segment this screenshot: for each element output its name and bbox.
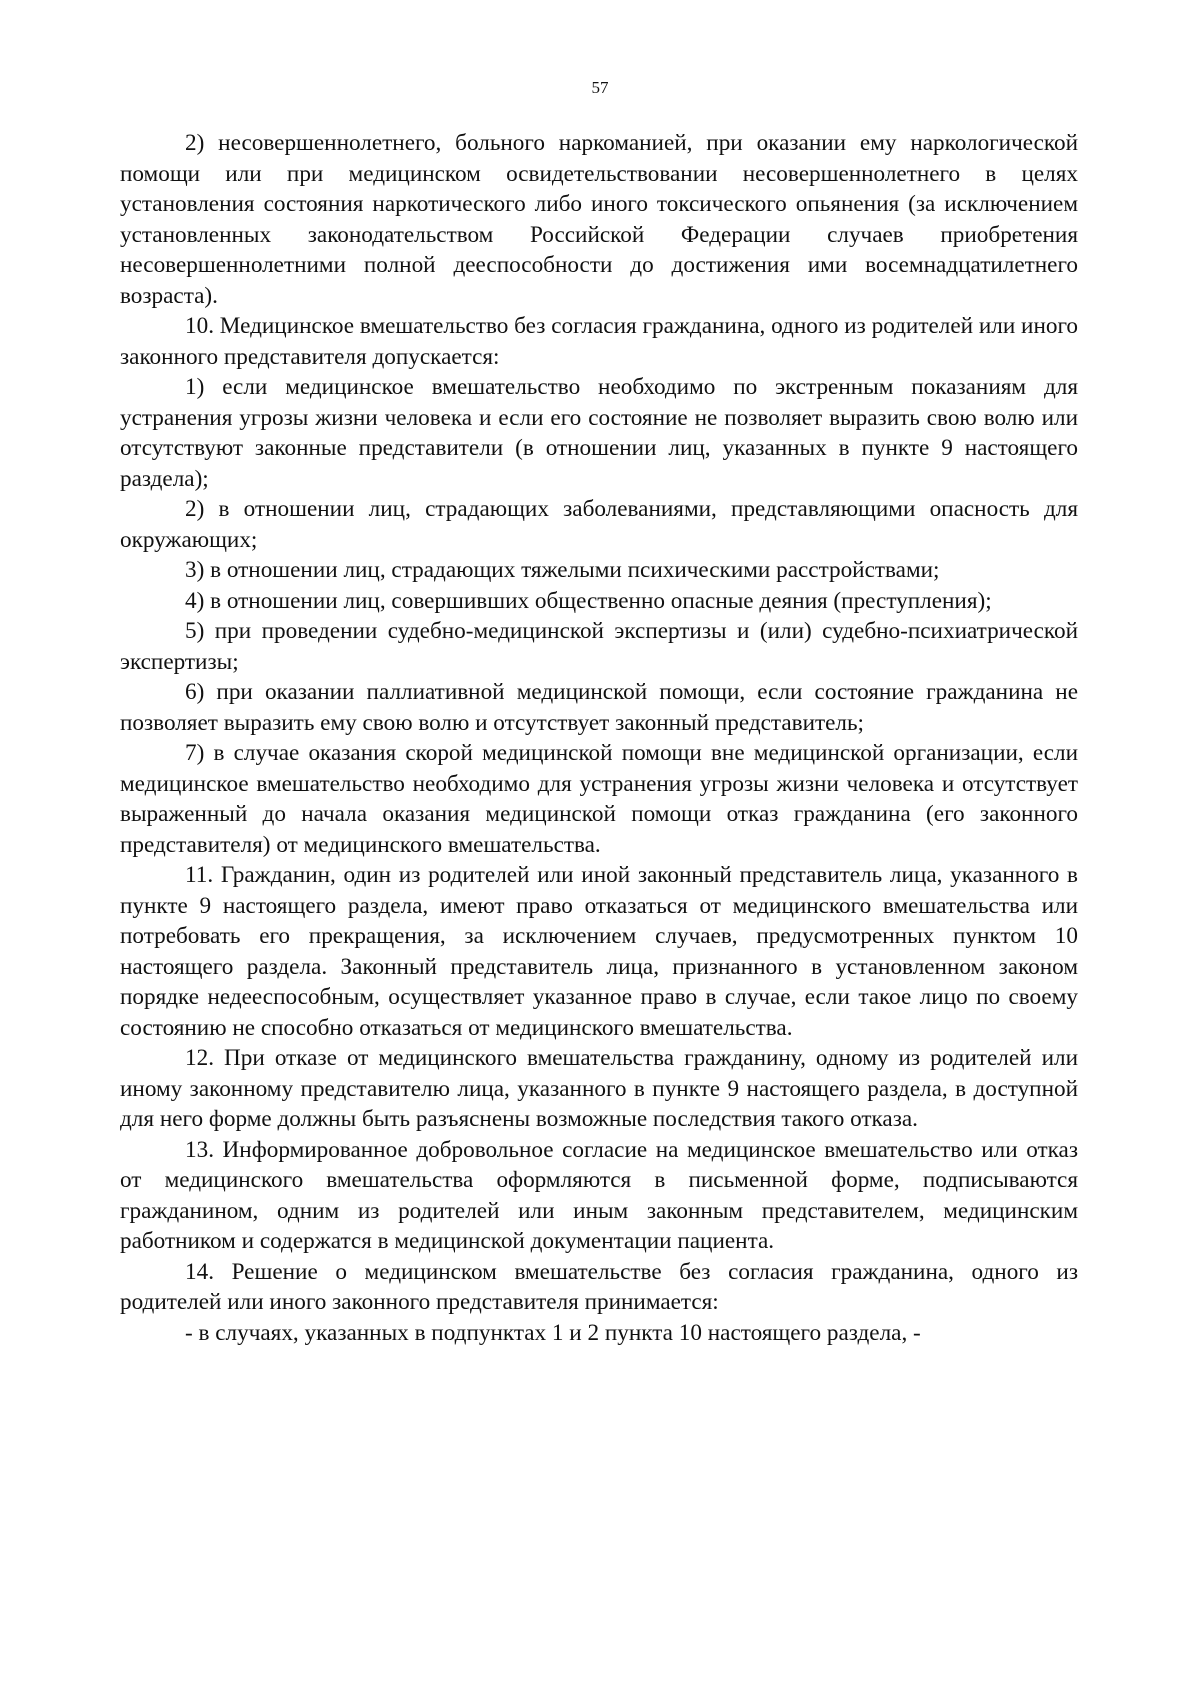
paragraph-14-item-dash: - в случаях, указанных в подпунктах 1 и 2 пункта 10 настоящего раздела, - — [185, 1319, 921, 1346]
document-body — [120, 128, 1078, 1348]
paragraph-10-intervention-without-consent: 10. Медицинское вмешательство без согласия гражданина, одного из родителей или иного законного представителя допускается: — [120, 313, 1078, 370]
paragraph-10-item-5: 5) при проведении судебно-медицинской экспертизы и (или) судебно-психиатрической экспертизы; — [120, 618, 1078, 675]
paragraph-10-item-4: 4) в отношении лиц, совершивших общественно опасные деяния (преступления); — [185, 587, 992, 614]
page-number: 57 — [591, 78, 609, 97]
paragraph-11-right-to-refuse: 11. Гражданин, один из родителей или иной законный представитель лица, указанного в пункте 9 настоящего раздела, имеют право отказаться от медицинского вмешательства или потребовать его прекращения, за исключением случаев, предусмотренных пунктом 10 настоящего раздела. Законный представитель лица, признанного в установленном законом порядке недееспособным, осуществляет указанное право в случае, если такое лицо по своему состоянию не способно отказаться от медицинского вмешательства. — [120, 862, 1078, 1041]
paragraph-10-item-2: 2) в отношении лиц, страдающих заболеваниями, представляющими опасность для окружающих; — [120, 496, 1078, 553]
paragraph-item-2-minors-drug-addiction: 2) несовершеннолетнего, больного наркоманией, при оказании ему наркологической помощи или при медицинском освидетельствовании несовершеннолетнего в целях установления состояния наркотического либо иного токсического опьянения (за исключением установленных законодательством Российской Федерации случаев приобретения несовершеннолетними полной дееспособности до достижения ими восемнадцатилетнего возраста). — [120, 130, 1078, 309]
paragraph-10-item-1: 1) если медицинское вмешательство необходимо по экстренным показаниям для устранения угрозы жизни человека и если его состояние не позволяет выразить свою волю или отсутствуют законные представители (в отношении лиц, указанных в пункте 9 настоящего раздела); — [120, 374, 1078, 492]
paragraph-13-informed-consent: 13. Информированное добровольное согласие на медицинское вмешательство или отказ от медицинского вмешательства оформляются в письменной форме, подписываются гражданином, одним из родителей или иным законным представителем, медицинским работником и содержатся в медицинской документации пациента. — [120, 1136, 1078, 1254]
paragraph-10-item-6: 6) при оказании паллиативной медицинской помощи, если состояние гражданина не позволяет выразить ему свою волю и отсутствует законный представитель; — [120, 679, 1078, 736]
paragraph-14-decision-without-consent: 14. Решение о медицинском вмешательстве без согласия гражданина, одного из родителей или иного законного представителя принимается: — [120, 1258, 1078, 1315]
paragraph-10-item-7: 7) в случае оказания скорой медицинской помощи вне медицинской организации, если медицинское вмешательство необходимо для устранения угрозы жизни человека и отсутствует выраженный до начала оказания медицинской помощи отказ гражданина (его законного представителя) от медицинского вмешательства. — [120, 740, 1078, 858]
paragraph-12-refusal-consequences: 12. При отказе от медицинского вмешательства гражданину, одному из родителей или иному законному представителю лица, указанного в пункте 9 настоящего раздела, в доступной для него форме должны быть разъяснены возможные последствия такого отказа. — [120, 1045, 1078, 1132]
paragraph-10-item-3: 3) в отношении лиц, страдающих тяжелыми психическими расстройствами; — [185, 557, 940, 583]
